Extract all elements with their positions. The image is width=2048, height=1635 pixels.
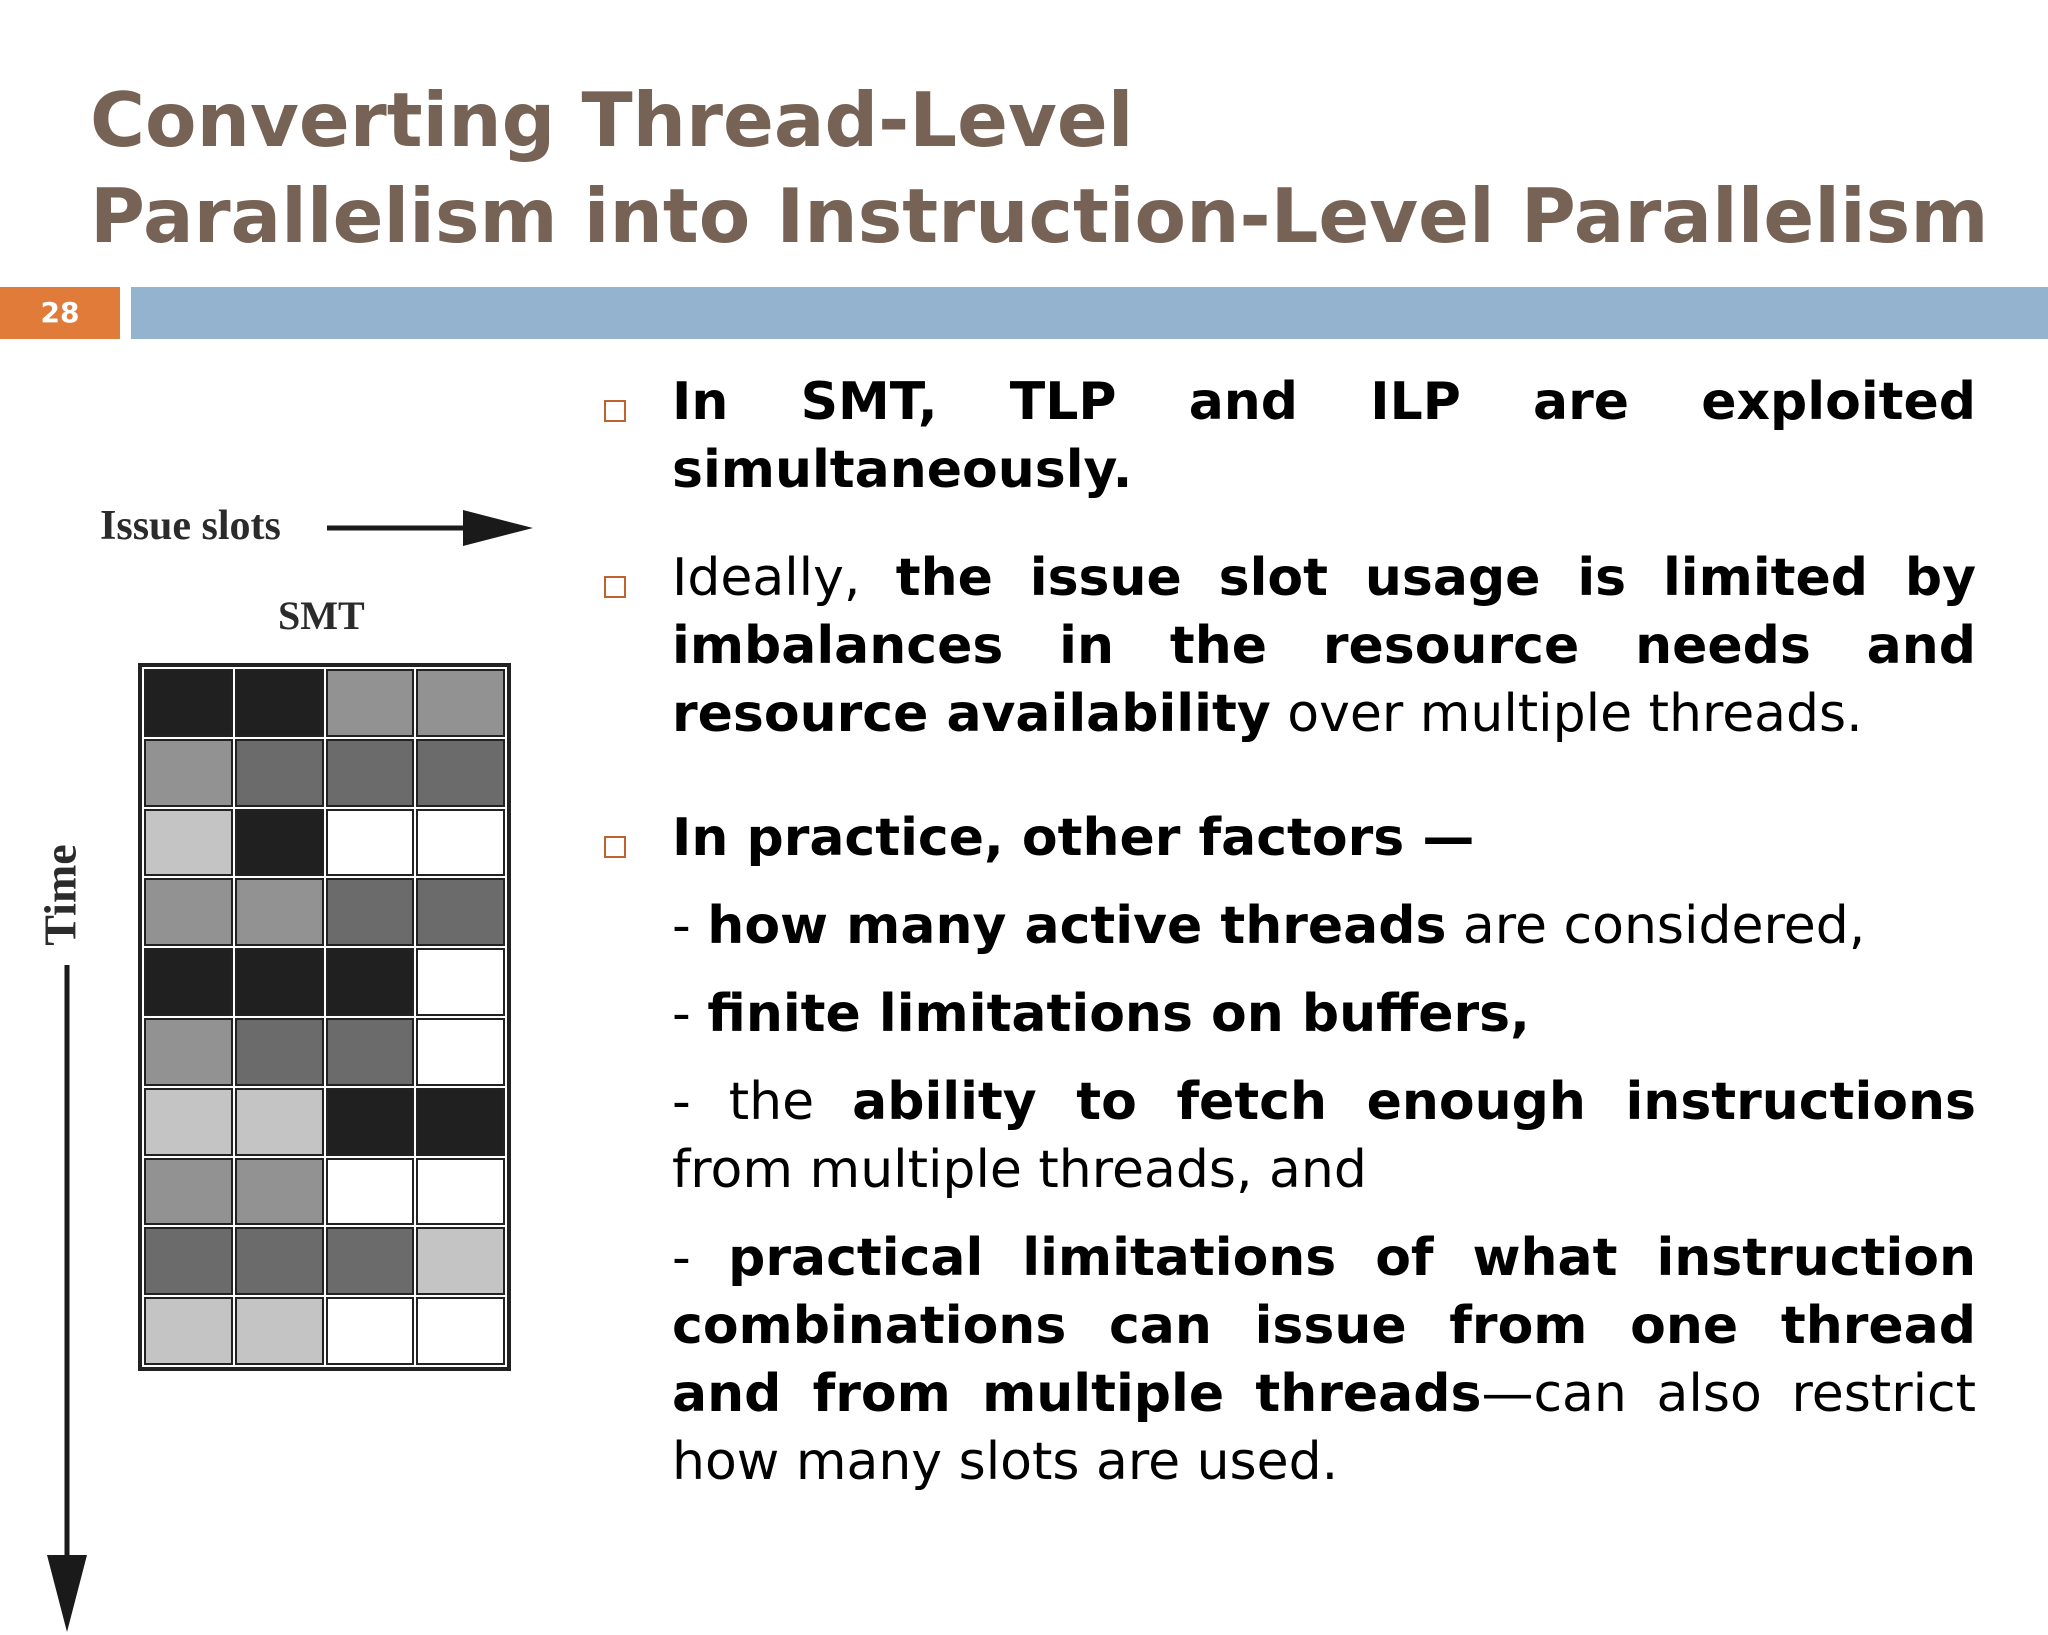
- issue-slot-cell-r3-c2: [237, 811, 322, 875]
- issue-slot-cell-r10-c3: [328, 1299, 413, 1363]
- issue-slot-cell-r10-c2: [237, 1299, 322, 1363]
- issue-slot-cell-r10-c1: [146, 1299, 231, 1363]
- bullet-smt: [600, 368, 1976, 504]
- bullet-practice: [600, 804, 1976, 872]
- issue-slot-cell-r2-c3: [328, 741, 413, 805]
- square-bullet-icon: [604, 836, 626, 858]
- sub-item-bold: practical limitations of what instruction combinations can issue from one thread and from multiple threads: [672, 1228, 1977, 1424]
- issue-slot-cell-r6-c4: [418, 1020, 503, 1084]
- issue-slot-cell-r8-c1: [146, 1160, 231, 1224]
- sub-item-suffix: from multiple threads, and: [672, 1140, 1367, 1200]
- sub-item-bold: finite limitations on buffers,: [707, 984, 1530, 1044]
- issue-slots-label: Issue slots: [100, 503, 281, 549]
- issue-slot-cell-r2-c1: [146, 741, 231, 805]
- issue-slot-cell-r4-c2: [237, 880, 322, 944]
- issue-slot-cell-r2-c2: [237, 741, 322, 805]
- issue-slot-cell-r3-c1: [146, 811, 231, 875]
- slide-number-badge: 28: [0, 287, 120, 339]
- square-bullet-icon: [604, 576, 626, 598]
- smt-label: SMT: [278, 593, 365, 638]
- issue-slot-cell-r1-c2: [237, 671, 322, 735]
- sub-item-prefix: - the: [672, 1072, 853, 1132]
- issue-slot-cell-r9-c1: [146, 1229, 231, 1293]
- issue-slot-cell-r3-c3: [328, 811, 413, 875]
- issue-slot-cell-r5-c4: [418, 950, 503, 1014]
- sub-item-fetch: [600, 1068, 1976, 1204]
- issue-slot-grid-frame: [138, 663, 511, 1371]
- title-line-2: Parallelism into Instruction-Level Parallelism: [90, 172, 1989, 260]
- bullet-list: [600, 368, 1976, 1496]
- sub-item-bold: ability to fetch enough instructions: [852, 1072, 1976, 1132]
- bullet-ideally-prefix: Ideally,: [672, 548, 896, 608]
- issue-slot-cell-r5-c2: [237, 950, 322, 1014]
- header-divider-bar: [131, 287, 2048, 339]
- issue-slot-cell-r6-c1: [146, 1020, 231, 1084]
- issue-slots-arrow-icon: [325, 502, 535, 552]
- issue-slot-cell-r3-c4: [418, 811, 503, 875]
- issue-slot-cell-r5-c3: [328, 950, 413, 1014]
- issue-slot-cell-r9-c2: [237, 1229, 322, 1293]
- bullet-ideally-bold: the issue slot usage is limited by imbalances in the resource needs and resource availability: [672, 548, 1976, 744]
- title-line-1: Converting Thread-Level: [90, 76, 1134, 164]
- sub-item-prefix: -: [672, 984, 708, 1044]
- slide-title: [90, 72, 1990, 264]
- bullet-ideally-suffix: over multiple threads.: [1270, 684, 1863, 744]
- issue-slot-cell-r1-c1: [146, 671, 231, 735]
- issue-slot-cell-r1-c4: [418, 671, 503, 735]
- sub-item-bold: how many active threads: [707, 896, 1447, 956]
- time-label: Time: [34, 844, 86, 946]
- issue-slot-cell-r4-c3: [328, 880, 413, 944]
- sub-item-prefix: -: [672, 1228, 729, 1288]
- sub-item-prefix: -: [672, 896, 708, 956]
- issue-slot-cell-r4-c4: [418, 880, 503, 944]
- issue-slot-cell-r6-c3: [328, 1020, 413, 1084]
- issue-slot-cell-r1-c3: [328, 671, 413, 735]
- issue-slot-cell-r6-c2: [237, 1020, 322, 1084]
- issue-slot-cell-r4-c1: [146, 880, 231, 944]
- sub-item-suffix: —can also restrict how many slots are used.: [672, 1364, 1976, 1492]
- issue-slot-cell-r5-c1: [146, 950, 231, 1014]
- bullet-ideally: [600, 544, 1976, 748]
- issue-slot-cell-r9-c4: [418, 1229, 503, 1293]
- time-label-wrapper: [35, 825, 85, 965]
- issue-slot-cell-r2-c4: [418, 741, 503, 805]
- issue-slot-cell-r7-c1: [146, 1090, 231, 1154]
- issue-slot-cell-r7-c3: [328, 1090, 413, 1154]
- issue-slot-grid: [146, 671, 503, 1363]
- issue-slot-cell-r9-c3: [328, 1229, 413, 1293]
- smt-issue-slot-figure: [0, 440, 560, 1400]
- issue-slot-cell-r10-c4: [418, 1299, 503, 1363]
- issue-slot-cell-r7-c2: [237, 1090, 322, 1154]
- issue-slot-cell-r8-c4: [418, 1160, 503, 1224]
- sub-item-combinations: [600, 1224, 1976, 1496]
- sub-item-active-threads: [600, 892, 1976, 960]
- issue-slot-cell-r7-c4: [418, 1090, 503, 1154]
- issue-slot-cell-r8-c3: [328, 1160, 413, 1224]
- issue-slot-cell-r8-c2: [237, 1160, 322, 1224]
- bullet-smt-text: In SMT, TLP and ILP are exploited simultaneously.: [672, 372, 1976, 500]
- bullet-practice-text: In practice, other factors —: [672, 808, 1475, 868]
- sub-item-buffers: [600, 980, 1976, 1048]
- sub-item-suffix: are considered,: [1446, 896, 1866, 956]
- time-arrow-icon: [40, 965, 100, 1635]
- square-bullet-icon: [604, 400, 626, 422]
